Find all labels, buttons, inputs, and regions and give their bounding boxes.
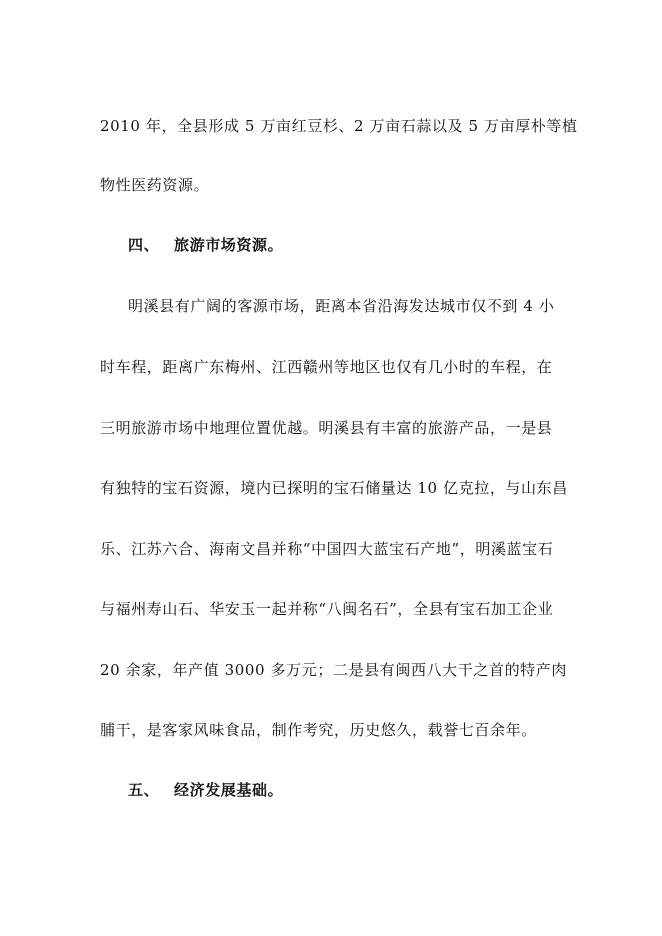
section-number: 四、 [128, 236, 160, 254]
paragraph-line: 与福州寿山石、华安玉一起并称“八闽名石”，全县有宝石加工企业 [100, 600, 554, 618]
section-title: 经济发展基础。 [174, 781, 284, 799]
paragraph-line: 时车程，距离广东梅州、江西赣州等地区也仅有几小时的车程，在 [100, 358, 553, 376]
section-heading-4 [128, 235, 283, 255]
paragraph-line: 有独特的宝石资源，境内已探明的宝石储量达 10 亿克拉，与山东昌 [100, 479, 568, 497]
paragraph-line: 2010 年，全县形成 5 万亩红豆杉、2 万亩石蒜以及 5 万亩厚朴等植 [100, 117, 578, 135]
section-number: 五、 [128, 781, 160, 799]
paragraph-line: 三明旅游市场中地理位置优越。明溪县有丰富的旅游产品，一是县 [100, 419, 553, 437]
paragraph-line: 脯干，是客家风味食品，制作考究，历史悠久，载誉七百余年。 [100, 721, 537, 739]
paragraph-line: 20 余家，年产值 3000 多万元；二是县有闽西八大干之首的特产肉 [100, 661, 567, 679]
section-title: 旅游市场资源。 [174, 236, 284, 254]
section-heading-5 [128, 780, 283, 800]
paragraph-line: 明溪县有广阔的客源市场，距离本省沿海发达城市仅不到 4 小 [128, 297, 555, 315]
paragraph-line: 乐、江苏六合、海南文昌并称“中国四大蓝宝石产地”，明溪蓝宝石 [100, 540, 554, 558]
paragraph-line: 物性医药资源。 [100, 176, 210, 194]
